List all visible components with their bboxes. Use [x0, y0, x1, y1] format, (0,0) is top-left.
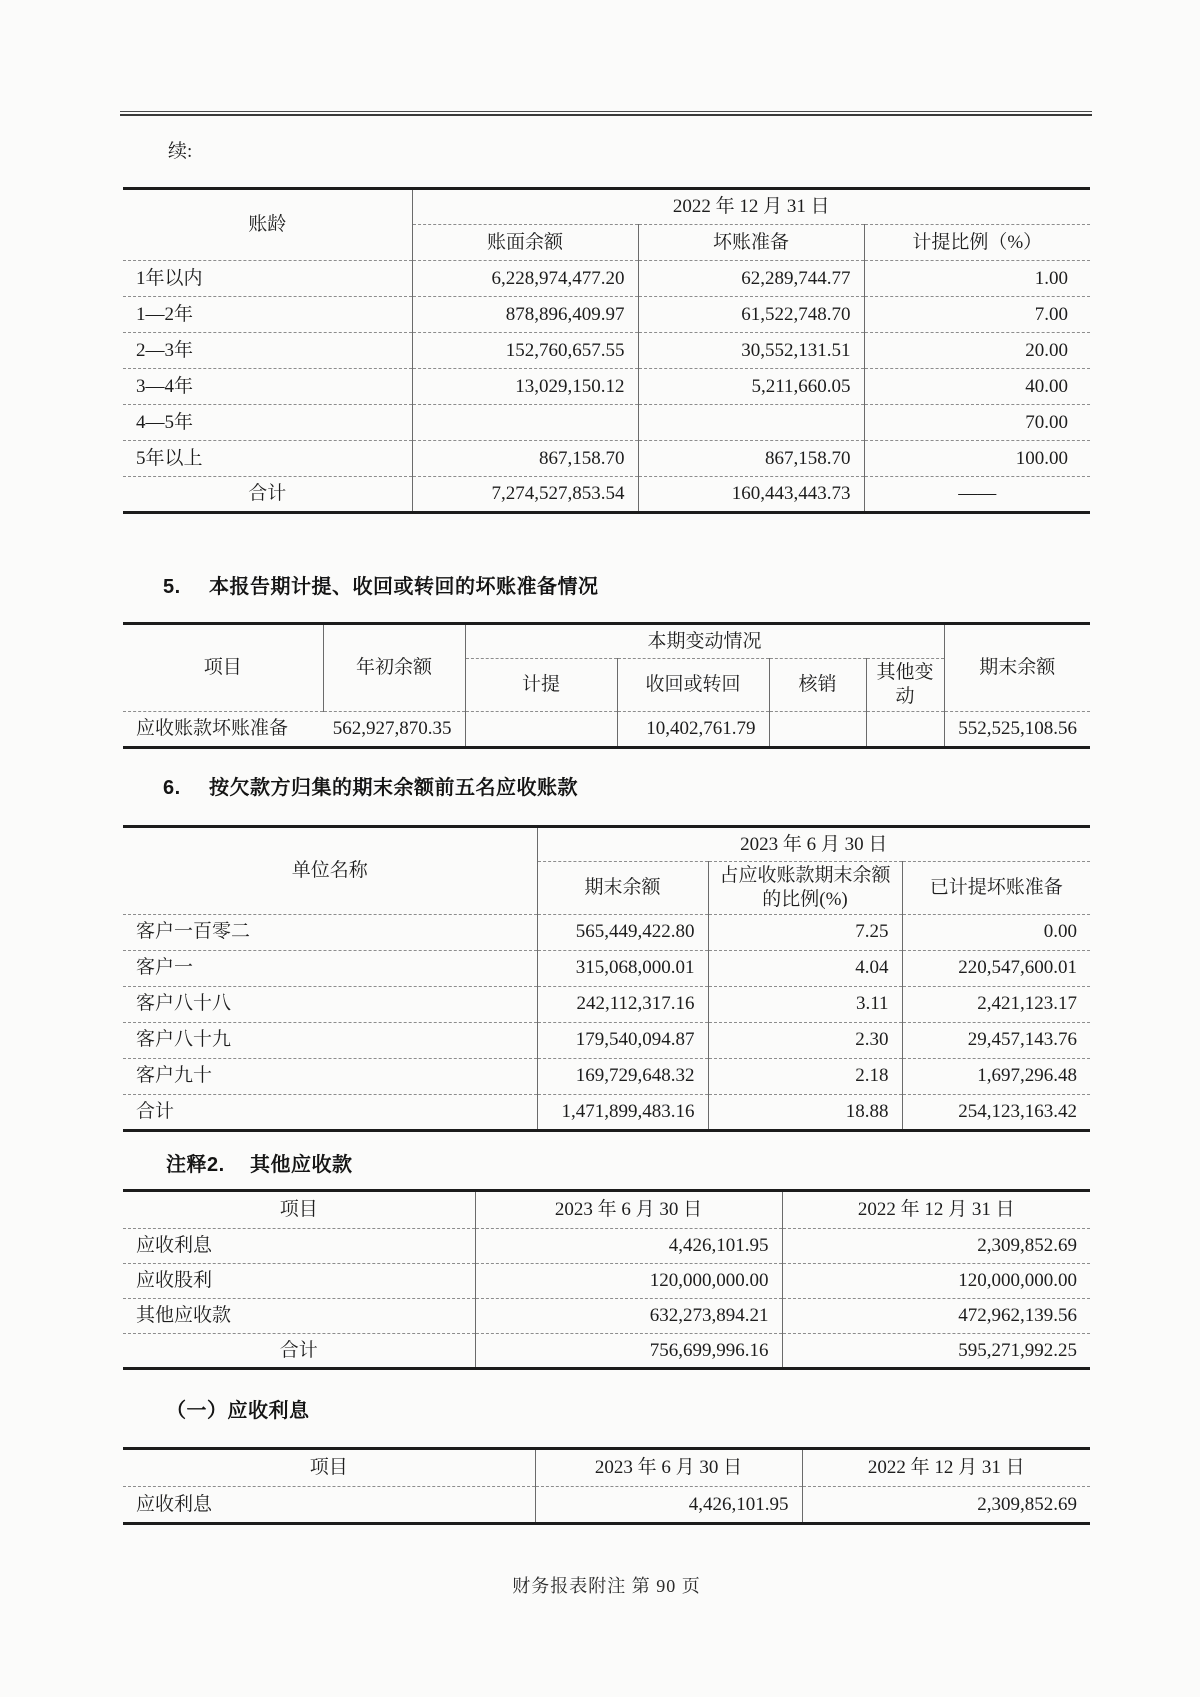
value-2022-cell: 120,000,000.00	[782, 1264, 1090, 1299]
item-label: 应收利息	[123, 1229, 475, 1264]
note-number: 注释2.	[166, 1154, 225, 1176]
provision-cell: 867,158.70	[638, 441, 864, 477]
customer-name: 客户一	[123, 950, 537, 986]
item-label: 应收账款坏账准备	[123, 711, 323, 747]
ratio-cell: 7.00	[864, 297, 1090, 333]
provision-cell: 62,289,744.77	[638, 261, 864, 297]
table-row	[123, 1058, 1090, 1094]
interest-receivable-heading	[166, 1394, 310, 1423]
unit-name-header: 单位名称	[291, 859, 368, 881]
customer-name: 客户一百零二	[123, 914, 537, 950]
table-total-row	[123, 477, 1090, 513]
accrual-header: 计提	[465, 659, 617, 712]
date-2022-header: 2022 年 12 月 31 日	[802, 1449, 1090, 1487]
customer-name: 客户八十九	[123, 1022, 537, 1058]
provision-cell: 2,421,123.17	[902, 986, 1090, 1022]
item-header: 项目	[279, 1199, 318, 1221]
subsection-title: （一）应收利息	[166, 1400, 310, 1422]
provision-cell: 220,547,600.01	[902, 950, 1090, 986]
page-header-rule	[120, 111, 1092, 116]
other-receivables-table	[123, 1189, 1090, 1370]
value-2022-cell: 2,309,852.69	[782, 1229, 1090, 1264]
book-balance-cell: 13,029,150.12	[412, 369, 638, 405]
provision-cell: 30,552,131.51	[638, 333, 864, 369]
item-label: 应收利息	[123, 1487, 535, 1524]
other-change-header: 其他变动	[866, 659, 944, 712]
accrual-cell	[465, 711, 617, 747]
continued-label: 续:	[168, 141, 193, 162]
provision-total: 160,443,443.73	[638, 477, 864, 513]
table-row	[123, 1264, 1090, 1299]
ratio-cell: 40.00	[864, 369, 1090, 405]
value-2022-cell: 472,962,139.56	[782, 1299, 1090, 1334]
top-five-receivables-table	[123, 825, 1090, 1132]
section-5-heading	[163, 570, 599, 599]
aging-table	[123, 187, 1090, 514]
customer-name: 客户九十	[123, 1058, 537, 1094]
recover-reverse-header: 收回或转回	[617, 659, 769, 712]
provision-cell: 29,457,143.76	[902, 1022, 1090, 1058]
other-change-cell	[866, 711, 944, 747]
ending-balance-header: 期末余额	[944, 624, 1090, 712]
value-2022-cell: 2,309,852.69	[802, 1487, 1090, 1524]
note-title: 其他应收款	[250, 1154, 353, 1176]
ending-balance-cell: 242,112,317.16	[537, 986, 708, 1022]
value-2023-cell: 4,426,101.95	[535, 1487, 802, 1524]
table-total-row	[123, 1334, 1090, 1369]
ending-balance-cell: 179,540,094.87	[537, 1022, 708, 1058]
ratio-total: 18.88	[708, 1094, 902, 1130]
period-change-span-header: 本期变动情况	[465, 624, 944, 659]
table-row	[123, 950, 1090, 986]
ratio-cell: 7.25	[708, 914, 902, 950]
aging-label: 1年以内	[123, 261, 412, 297]
value-2022-total: 595,271,992.25	[782, 1334, 1090, 1369]
table-row	[123, 261, 1090, 297]
beginning-balance-header: 年初余额	[323, 624, 465, 712]
book-balance-total: 7,274,527,853.54	[412, 477, 638, 513]
aging-column-header: 账龄	[248, 214, 287, 236]
item-header: 项目	[203, 656, 242, 678]
total-label: 合计	[123, 1094, 537, 1130]
table-total-row	[123, 1094, 1090, 1130]
value-2023-total: 756,699,996.16	[475, 1334, 782, 1369]
table-row	[123, 441, 1090, 477]
aging-label: 4—5年	[123, 405, 412, 441]
date-2022-header: 2022 年 12 月 31 日	[782, 1191, 1090, 1229]
ratio-total-dash: ——	[864, 477, 1090, 513]
table-header-row	[123, 189, 1090, 225]
ratio-cell: 2.30	[708, 1022, 902, 1058]
provision-made-header: 已计提坏账准备	[902, 862, 1090, 915]
page-footer: 财务报表附注 第 90 页	[512, 1576, 701, 1596]
item-label: 应收股利	[123, 1264, 475, 1299]
date-2023-header: 2023 年 6 月 30 日	[475, 1191, 782, 1229]
table-row	[123, 333, 1090, 369]
ending-balance-cell: 552,525,108.56	[944, 711, 1090, 747]
table-row	[123, 1022, 1090, 1058]
ratio-cell: 70.00	[864, 405, 1090, 441]
provision-ratio-header: 计提比例（%）	[864, 225, 1090, 261]
provision-cell: 1,697,296.48	[902, 1058, 1090, 1094]
customer-name: 客户八十八	[123, 986, 537, 1022]
date-span-header: 2022 年 12 月 31 日	[412, 189, 1090, 225]
aging-label: 1—2年	[123, 297, 412, 333]
ratio-cell: 20.00	[864, 333, 1090, 369]
aging-label: 3—4年	[123, 369, 412, 405]
value-2023-cell: 120,000,000.00	[475, 1264, 782, 1299]
writeoff-cell	[769, 711, 866, 747]
ratio-cell: 1.00	[864, 261, 1090, 297]
section-number: 5.	[163, 576, 181, 598]
book-balance-cell	[412, 405, 638, 441]
total-label: 合计	[123, 1334, 475, 1369]
table-row	[123, 405, 1090, 441]
ratio-cell: 4.04	[708, 950, 902, 986]
ending-balance-cell: 315,068,000.01	[537, 950, 708, 986]
table-row	[123, 1299, 1090, 1334]
table-row	[123, 914, 1090, 950]
ending-balance-cell: 565,449,422.80	[537, 914, 708, 950]
ending-balance-total: 1,471,899,483.16	[537, 1094, 708, 1130]
section-title: 本报告期计提、收回或转回的坏账准备情况	[209, 576, 599, 598]
writeoff-header: 核销	[769, 659, 866, 712]
ratio-of-total-header: 占应收账款期末余额的比例(%)	[708, 862, 902, 915]
ratio-cell: 3.11	[708, 986, 902, 1022]
value-2023-cell: 4,426,101.95	[475, 1229, 782, 1264]
section-number: 6.	[163, 777, 181, 799]
table-header-row	[123, 1191, 1090, 1229]
provision-cell: 5,211,660.05	[638, 369, 864, 405]
value-2023-cell: 632,273,894.21	[475, 1299, 782, 1334]
table-row	[123, 1487, 1090, 1524]
ratio-cell: 100.00	[864, 441, 1090, 477]
table-row	[123, 297, 1090, 333]
book-balance-cell: 152,760,657.55	[412, 333, 638, 369]
date-2023-header: 2023 年 6 月 30 日	[535, 1449, 802, 1487]
book-balance-cell: 878,896,409.97	[412, 297, 638, 333]
table-header-row	[123, 624, 1090, 659]
total-label: 合计	[123, 477, 412, 513]
book-balance-cell: 867,158.70	[412, 441, 638, 477]
item-label: 其他应收款	[123, 1299, 475, 1334]
recover-reverse-cell: 10,402,761.79	[617, 711, 769, 747]
provision-cell	[638, 405, 864, 441]
book-balance-cell: 6,228,974,477.20	[412, 261, 638, 297]
section-title: 按欠款方归集的期末余额前五名应收账款	[209, 777, 578, 799]
ratio-cell: 2.18	[708, 1058, 902, 1094]
provision-cell: 61,522,748.70	[638, 297, 864, 333]
ending-balance-header: 期末余额	[537, 862, 708, 915]
provision-cell: 0.00	[902, 914, 1090, 950]
section-6-heading	[163, 771, 578, 800]
date-span-header: 2023 年 6 月 30 日	[537, 827, 1090, 862]
interest-receivable-table	[123, 1447, 1090, 1525]
table-row	[123, 711, 1090, 747]
table-header-row	[123, 827, 1090, 862]
provision-total: 254,123,163.42	[902, 1094, 1090, 1130]
provision-movement-table	[123, 622, 1090, 749]
aging-label: 5年以上	[123, 441, 412, 477]
table-row	[123, 369, 1090, 405]
table-row	[123, 1229, 1090, 1264]
table-row	[123, 986, 1090, 1022]
ending-balance-cell: 169,729,648.32	[537, 1058, 708, 1094]
item-header: 项目	[309, 1457, 348, 1479]
book-balance-header: 账面余额	[412, 225, 638, 261]
bad-debt-provision-header: 坏账准备	[638, 225, 864, 261]
aging-label: 2—3年	[123, 333, 412, 369]
beginning-balance-cell: 562,927,870.35	[323, 711, 465, 747]
table-header-row	[123, 1449, 1090, 1487]
note-2-heading	[166, 1148, 353, 1177]
